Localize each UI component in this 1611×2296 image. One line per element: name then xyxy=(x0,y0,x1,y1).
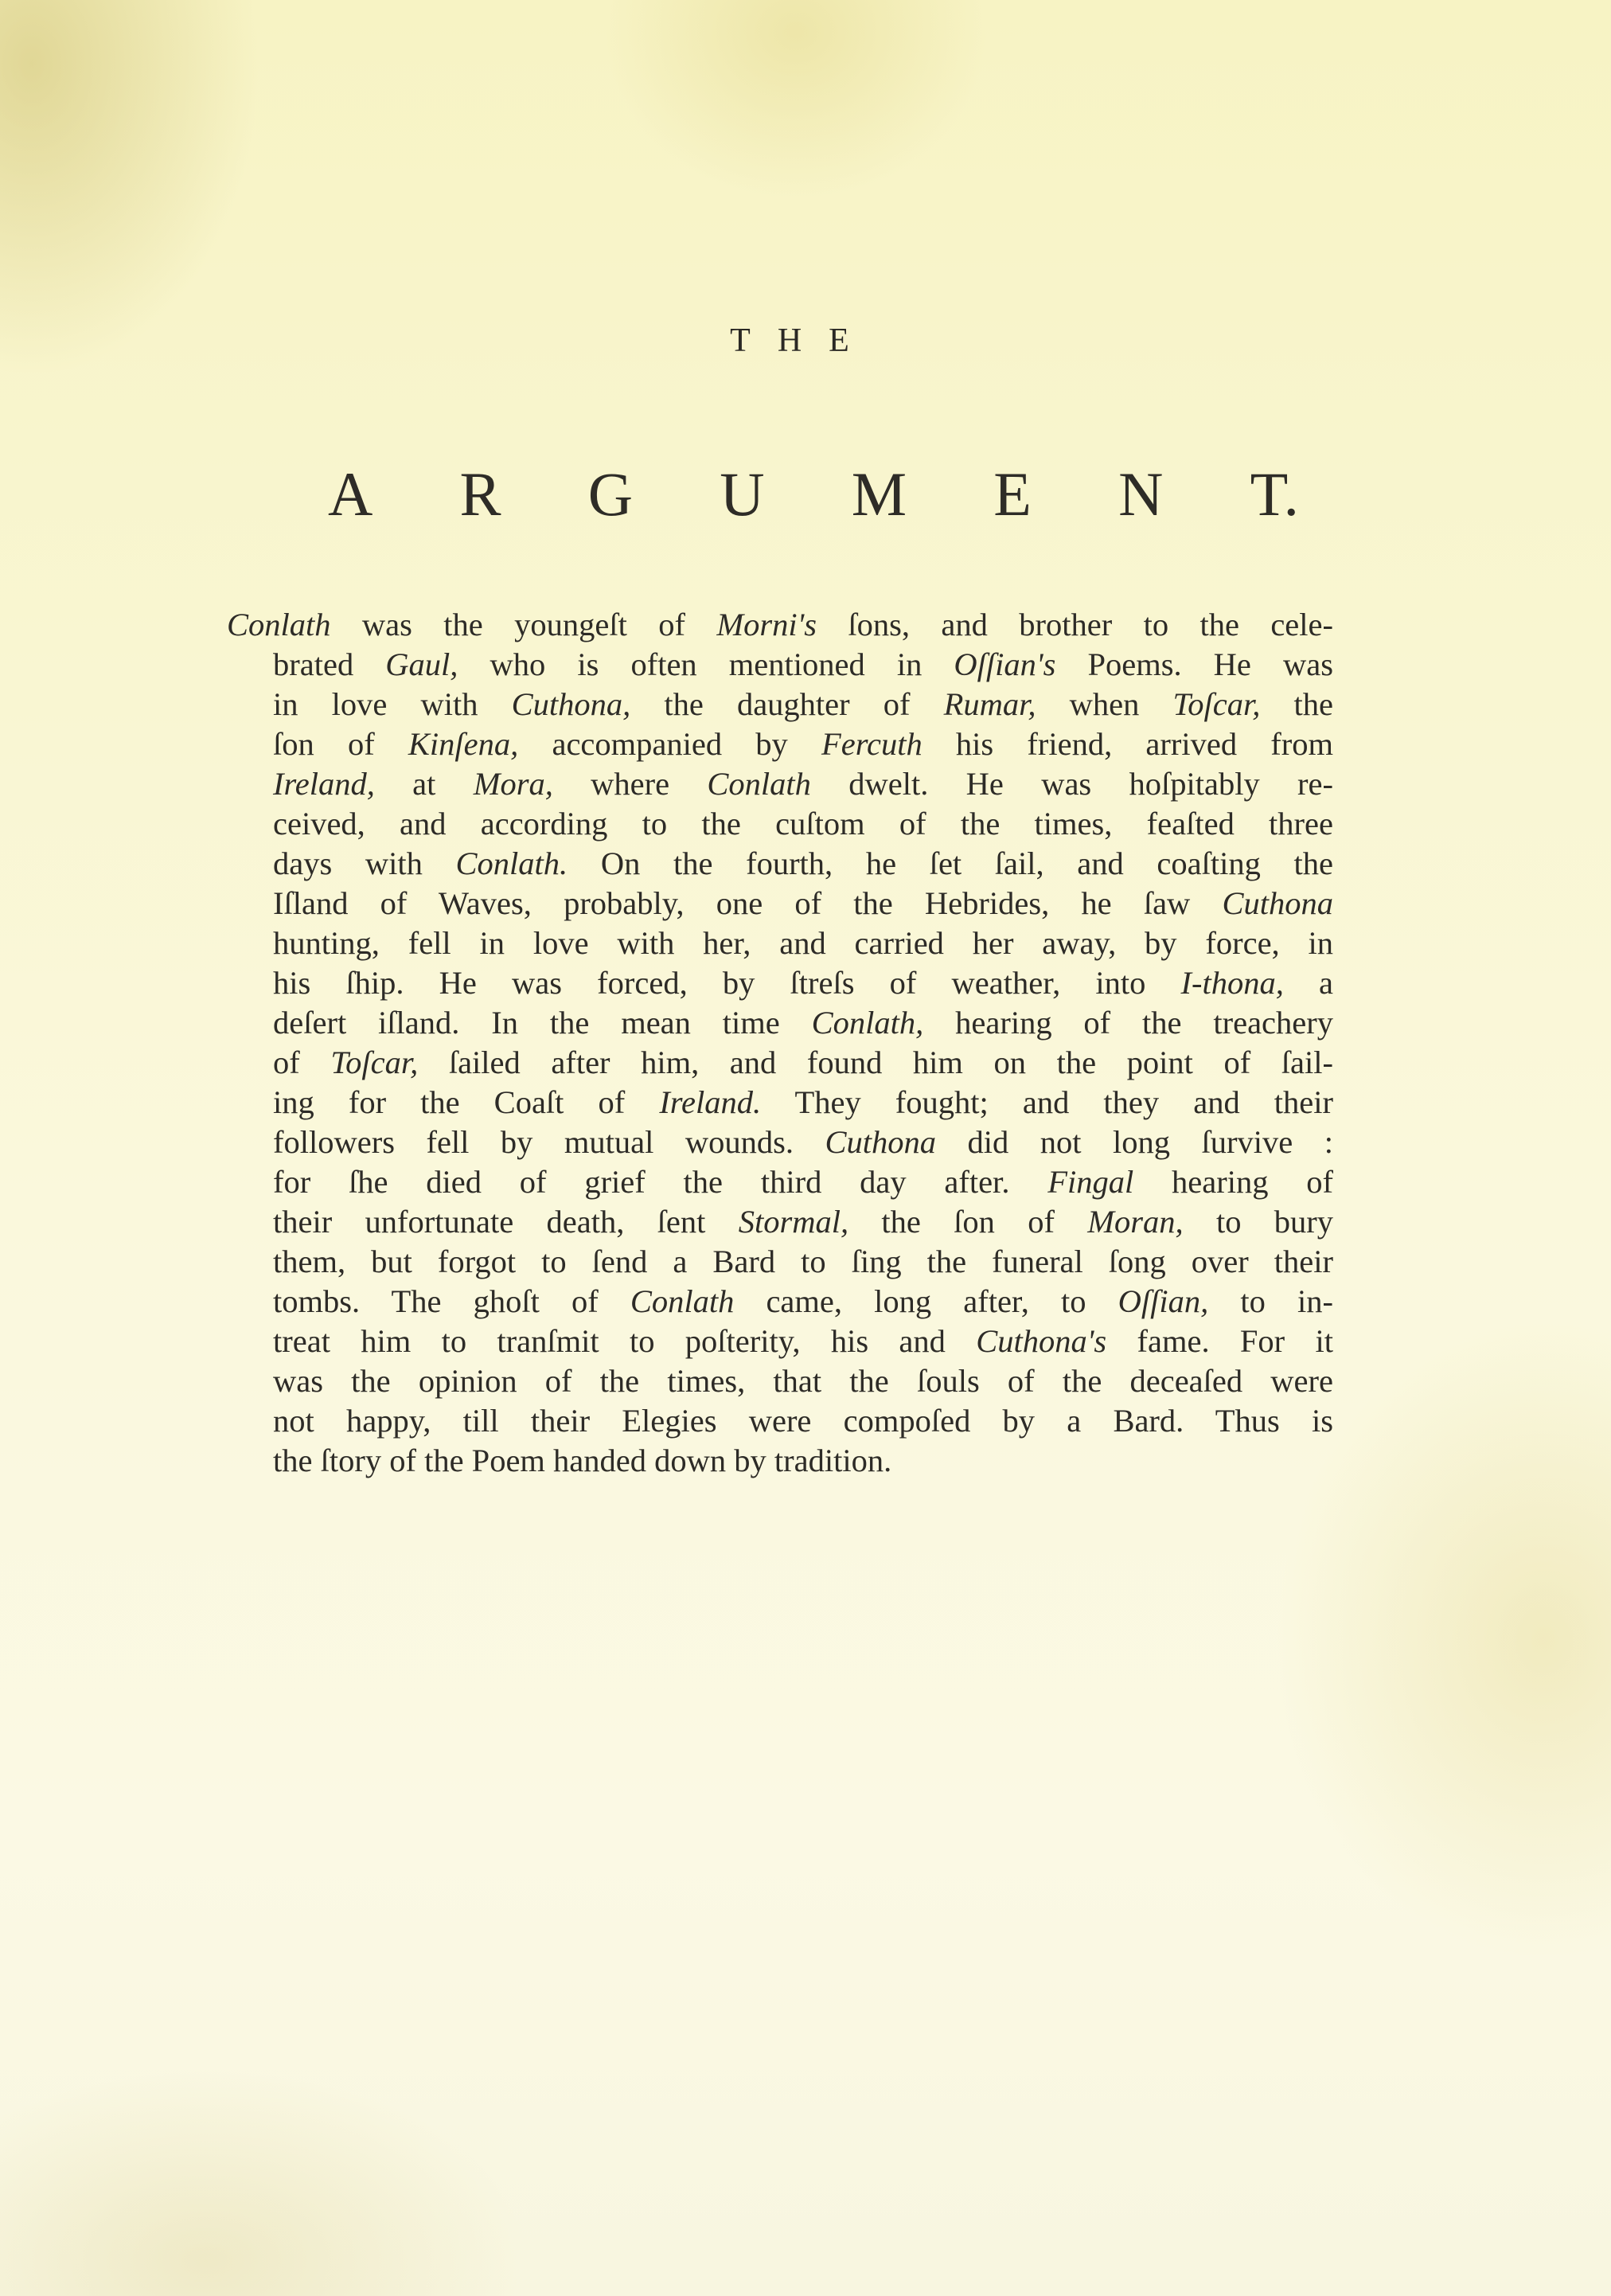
italic-name: Cuthona's xyxy=(976,1323,1107,1359)
text-line xyxy=(227,605,1333,645)
text-run: ceived, and according to the cuſtom of the times, feaſted three xyxy=(273,806,1333,841)
text-line xyxy=(227,1242,1333,1282)
italic-name: Morni's xyxy=(716,607,817,642)
italic-name: Cuthona xyxy=(825,1124,937,1160)
text-line xyxy=(227,1441,1333,1481)
text-run: them, but forgot to ſend a Bard to ſing the funeral ſong over their xyxy=(273,1244,1333,1279)
italic-name: Ireland, xyxy=(273,766,375,802)
heading-letter: G xyxy=(587,459,634,529)
text-run: They fought; and they and their xyxy=(761,1084,1333,1120)
text-line xyxy=(227,1043,1333,1083)
text-run: ſailed after him, and found him on the point of ſail- xyxy=(418,1045,1333,1080)
text-run: at xyxy=(374,766,474,802)
text-line xyxy=(227,685,1333,724)
heading-letter: E xyxy=(993,459,1032,529)
text-run: not happy, till their Elegies were compoſed by a Bard. Thus is xyxy=(273,1403,1333,1439)
italic-name: Oſſian's xyxy=(954,646,1056,682)
text-run: brated xyxy=(273,646,386,682)
text-run: was the youngeſt of xyxy=(330,607,717,642)
heading-the: THE xyxy=(730,322,876,359)
text-line xyxy=(227,1361,1333,1401)
italic-name: Cuthona, xyxy=(511,686,631,722)
text-run: tombs. The ghoſt of xyxy=(273,1283,630,1319)
text-run: Iſland of Waves, probably, one of the Hebrides, he ſaw xyxy=(273,885,1223,921)
text-line xyxy=(227,804,1333,844)
text-line xyxy=(227,844,1333,884)
text-run: who is often mentioned in xyxy=(458,646,954,682)
heading-letter: T. xyxy=(1250,459,1299,529)
text-line xyxy=(227,1083,1333,1123)
text-run: treat him to tranſmit to poſterity, his and xyxy=(273,1323,977,1359)
text-run: his ſhip. He was forced, by ſtreſs of weather, into xyxy=(273,965,1181,1001)
text-run: the ſon of xyxy=(848,1204,1088,1240)
italic-name: Toſcar, xyxy=(1172,686,1261,722)
text-run: where xyxy=(552,766,708,802)
text-line xyxy=(227,1123,1333,1162)
italic-name: Conlath xyxy=(707,766,811,802)
heading-letter: M xyxy=(851,459,907,529)
text-line xyxy=(227,1003,1333,1043)
italic-name: Conlath. xyxy=(455,845,568,881)
heading-argument xyxy=(328,459,1299,530)
italic-name: Conlath xyxy=(227,607,331,642)
text-run: to bury xyxy=(1183,1204,1333,1240)
text-run: when xyxy=(1036,686,1173,722)
italic-name: I-thona, xyxy=(1180,965,1284,1001)
italic-name: Conlath xyxy=(630,1283,735,1319)
italic-name: Conlath, xyxy=(811,1005,924,1041)
text-line xyxy=(227,724,1333,764)
text-run: ing for the Coaſt of xyxy=(273,1084,660,1120)
text-line xyxy=(227,884,1333,923)
heading-letter: N xyxy=(1118,459,1164,529)
text-run: hearing of xyxy=(1133,1164,1333,1200)
text-line xyxy=(227,923,1333,963)
text-run: days with xyxy=(273,845,456,881)
text-run: the xyxy=(1260,686,1334,722)
text-run: hunting, fell in love with her, and carried her away, by force, in xyxy=(273,925,1333,961)
italic-name: Ireland. xyxy=(659,1084,762,1120)
argument-paragraph xyxy=(227,605,1333,1481)
text-run: came, long after, to xyxy=(734,1283,1118,1319)
text-run: the daughter of xyxy=(630,686,944,722)
italic-name: Fingal xyxy=(1047,1164,1134,1200)
text-line xyxy=(227,645,1333,685)
text-run: his friend, arrived from xyxy=(922,726,1333,762)
text-line xyxy=(227,1401,1333,1441)
text-run: followers fell by mutual wounds. xyxy=(273,1124,825,1160)
text-run: to in- xyxy=(1208,1283,1333,1319)
italic-name: Oſſian, xyxy=(1118,1283,1209,1319)
text-line xyxy=(227,764,1333,804)
text-run: ſons, and brother to the cele- xyxy=(817,607,1333,642)
italic-name: Kinſena, xyxy=(408,726,519,762)
heading-letter: R xyxy=(459,459,501,529)
text-run: the ſtory of the Poem handed down by tradition. xyxy=(273,1443,892,1478)
text-run: was the opinion of the times, that the ſouls of the deceaſed were xyxy=(273,1363,1333,1399)
text-run: Poems. He was xyxy=(1055,646,1333,682)
italic-name: Mora, xyxy=(473,766,553,802)
text-run: their unfortunate death, ſent xyxy=(273,1204,739,1240)
text-run: a xyxy=(1283,965,1333,1001)
heading-letter: U xyxy=(720,459,765,529)
text-run: deſert iſland. In the mean time xyxy=(273,1005,812,1041)
text-run: for ſhe died of grief the third day after. xyxy=(273,1164,1048,1200)
italic-name: Moran, xyxy=(1087,1204,1184,1240)
text-run: did not long ſurvive : xyxy=(936,1124,1333,1160)
text-run: hearing of the treachery xyxy=(923,1005,1333,1041)
italic-name: Stormal, xyxy=(738,1204,849,1240)
heading-letter: A xyxy=(328,459,373,529)
text-line xyxy=(227,963,1333,1003)
text-run: accompanied by xyxy=(518,726,821,762)
text-line xyxy=(227,1322,1333,1361)
italic-name: Rumar, xyxy=(943,686,1036,722)
italic-name: Gaul, xyxy=(385,646,458,682)
text-run: dwelt. He was hoſpitably re- xyxy=(810,766,1333,802)
text-run: ſon of xyxy=(273,726,408,762)
italic-name: Cuthona xyxy=(1222,885,1333,921)
text-line xyxy=(227,1202,1333,1242)
text-line xyxy=(227,1282,1333,1322)
text-run: fame. For it xyxy=(1106,1323,1333,1359)
text-run: of xyxy=(273,1045,331,1080)
italic-name: Fercuth xyxy=(821,726,923,762)
text-run: in love with xyxy=(273,686,512,722)
text-line xyxy=(227,1162,1333,1202)
text-run: On the fourth, he ſet ſail, and coaſting the xyxy=(568,845,1333,881)
italic-name: Toſcar, xyxy=(330,1045,419,1080)
